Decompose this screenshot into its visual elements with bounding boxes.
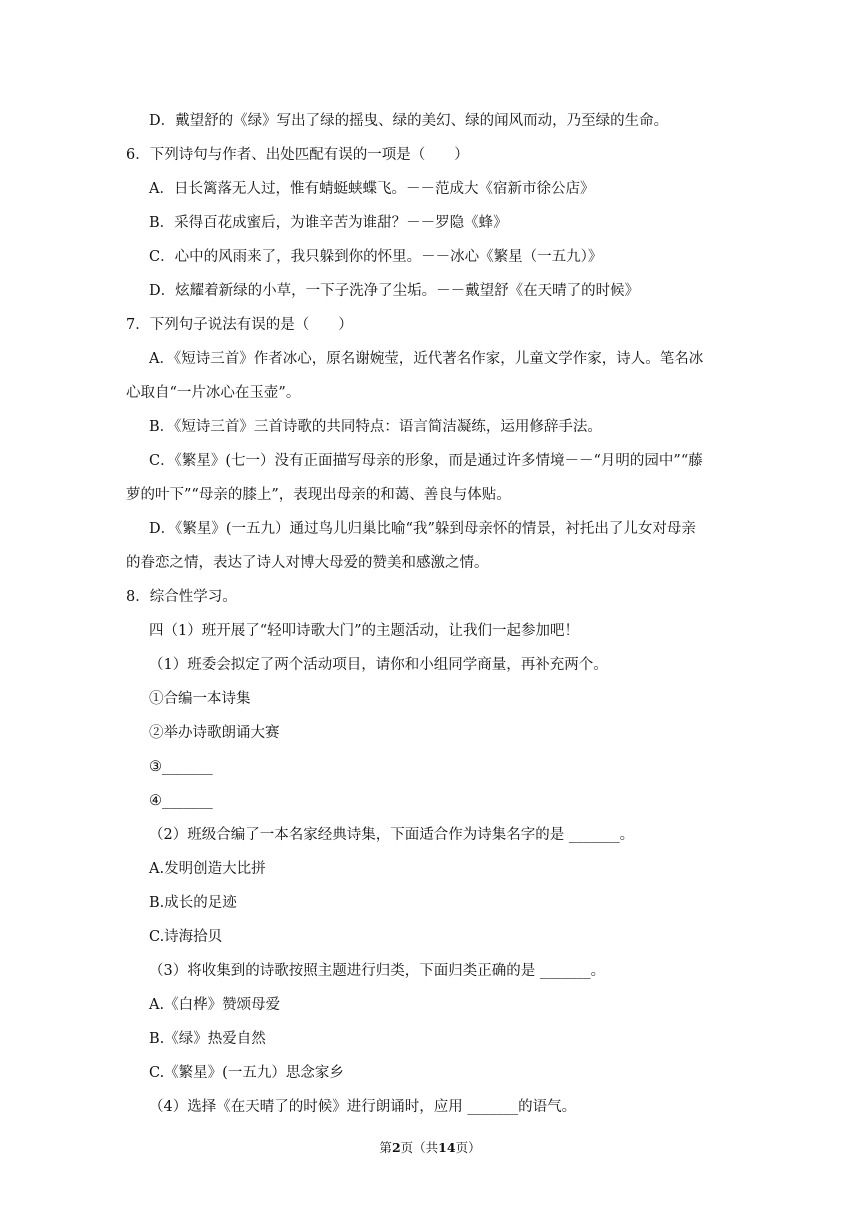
q7-option-d-line1: D．《繁星》(一五九）通过鸟儿归巢比喻“我”躲到母亲怀的情景，衬托出了儿女对母亲 [149, 521, 696, 537]
q7-option-c-line1: C．《繁星》(七一）没有正面描写母亲的形象，而是通过许多情境－－“月明的园中”“藤 [149, 453, 703, 469]
q8-item-1: ①合编一本诗集 [149, 691, 251, 707]
q8-item-2: ②举办诗歌朗诵大赛 [149, 725, 280, 741]
footer-page-number: 2 [391, 1140, 401, 1155]
q8-part-2-option-b: B.成长的足迹 [149, 895, 237, 911]
q8-part-3-option-b: B.《绿》热爱自然 [149, 1031, 266, 1047]
question-7: 7．下列句子说法有误的是（ ） [126, 317, 353, 333]
q8-part-2: （2）班级合编了一本名家经典诗集，下面适合作为诗集名字的是 _______。 [149, 827, 635, 843]
q8-part-2-option-c: C.诗海拾贝 [149, 929, 223, 945]
page-footer [0, 1140, 860, 1156]
q6-option-d: D．炫耀着新绿的小草，一下子洗净了尘垢。－－戴望舒《在天晴了的时候》 [149, 283, 640, 299]
footer-total-pages: 14 [438, 1140, 456, 1155]
q8-part-4: （4）选择《在天晴了的时候》进行朗诵时，应用 _______的语气。 [149, 1099, 577, 1115]
q8-part-2-option-a: A.发明创造大比拼 [149, 861, 266, 877]
question-6: 6．下列诗句与作者、出处匹配有误的一项是（ ） [126, 147, 469, 163]
q8-part-3-option-a: A.《白桦》赞颂母爱 [149, 997, 281, 1013]
q7-option-d-line2: 的眷恋之情，表达了诗人对博大母爱的赞美和感激之情。 [126, 555, 489, 571]
q8-intro: 四（1）班开展了“轻叩诗歌大门”的主题活动，让我们一起参加吧！ [149, 623, 580, 639]
q7-option-a-line1: A．《短诗三首》作者冰心，原名谢婉莹，近代著名作家，儿童文学作家，诗人。笔名冰 [149, 351, 704, 367]
footer-prefix: 第 [379, 1140, 392, 1155]
q8-item-3-blank[interactable]: ③_______ [149, 759, 213, 775]
footer-middle: 页（共 [400, 1140, 439, 1155]
q7-option-a-line2: 心取自“一片冰心在玉壶”。 [126, 385, 301, 401]
q5-option-d: D．戴望舒的《绿》写出了绿的摇曳、绿的美幻、绿的闻风而动，乃至绿的生命。 [149, 113, 669, 129]
q8-part-3: （3）将收集到的诗歌按照主题进行归类，下面归类正确的是 _______。 [149, 963, 606, 979]
q6-option-b: B．采得百花成蜜后，为谁辛苦为谁甜？－－罗隐《蜂》 [149, 215, 508, 231]
q6-option-a: A．日长篱落无人过，惟有蜻蜓蛱蝶飞。－－范成大《宿新市徐公店》 [149, 181, 595, 197]
footer-suffix: 页） [455, 1140, 481, 1155]
q7-option-b: B．《短诗三首》三首诗歌的共同特点：语言简洁凝练，运用修辞手法。 [149, 419, 602, 435]
q8-part-1: （1）班委会拟定了两个活动项目，请你和小组同学商量，再补充两个。 [149, 657, 608, 673]
q8-part-3-option-c: C.《繁星》(一五九）思念家乡 [149, 1065, 344, 1081]
question-8: 8．综合性学习。 [126, 589, 237, 605]
q6-option-c: C．心中的风雨来了，我只躲到你的怀里。－－冰心《繁星（一五九）》 [149, 249, 603, 265]
q8-item-4-blank[interactable]: ④_______ [149, 793, 213, 809]
q7-option-c-line2: 萝的叶下”“母亲的膝上”，表现出母亲的和蔼、善良与体贴。 [126, 487, 511, 503]
